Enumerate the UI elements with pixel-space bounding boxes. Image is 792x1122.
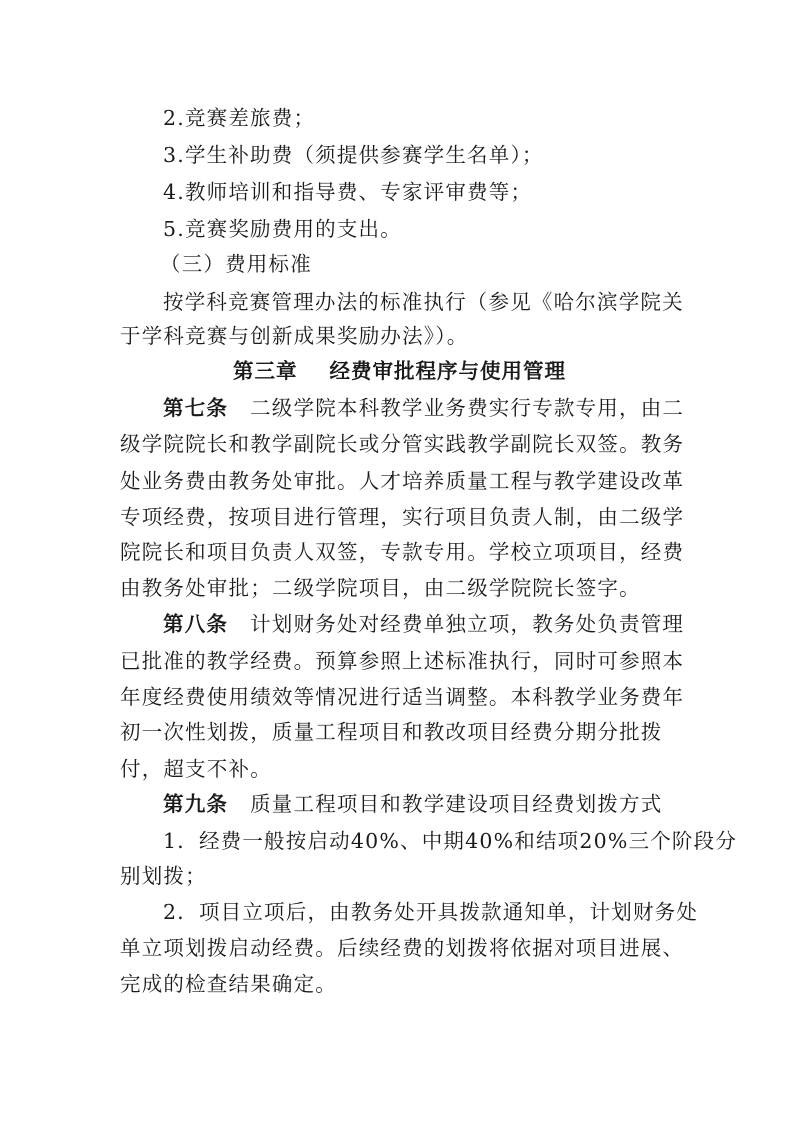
chapter-number: 第三章 (233, 359, 298, 383)
paragraph-line: 1．经费一般按启动40%、中期40%和结项20%三个阶段分 (163, 829, 738, 853)
chapter-title: 经费审批程序与使用管理 (329, 359, 566, 383)
section-heading-standards: （三）费用标准 (160, 252, 312, 276)
paragraph-line: 于学科竞赛与创新成果奖励办法》）。 (120, 324, 469, 348)
paragraph-line: 院院长和项目负责人双签，专款专用。学校立项项目，经费 (120, 540, 685, 564)
article-8-label: 第八条 (163, 612, 229, 636)
article-8-text: 计划财务处对经费单独立项，教务处负责管理 (250, 612, 685, 636)
paragraph-line: 由教务处审批；二级学院项目，由二级学院院长签字。 (120, 576, 641, 600)
article-9-title: 质量工程项目和教学建设项目经费划拨方式 (250, 792, 663, 816)
paragraph-line: 2．项目立项后，由教务处开具拨款通知单，计划财务处 (163, 900, 699, 924)
paragraph-line: 按学科竞赛管理办法的标准执行（参见《哈尔滨学院关 (163, 290, 684, 314)
paragraph-line: 已批准的教学经费。预算参照上述标准执行，同时可参照本 (120, 649, 685, 673)
paragraph-line: 年度经费使用绩效等情况进行适当调整。本科教学业务费年 (120, 685, 685, 709)
article-7-label: 第七条 (163, 396, 229, 420)
article-9-first-line (163, 792, 662, 816)
paragraph-line: 单立项划拨启动经费。后续经费的划拨将依据对项目进展、 (120, 936, 685, 960)
chapter-heading (233, 359, 566, 383)
article-7-first-line (163, 396, 684, 420)
paragraph-line: 级学院院长和教学副院长或分管实践教学副院长双签。教务 (120, 432, 685, 456)
paragraph-line: 处业务费由教务处审批。人才培养质量工程与教学建设改革 (120, 469, 685, 493)
article-7-text: 二级学院本科教学业务费实行专款专用，由二 (250, 396, 685, 420)
paragraph-line: 专项经费，按项目进行管理，实行项目负责人制，由二级学 (120, 505, 685, 529)
list-item-travel: 2.竞赛差旅费； (163, 106, 316, 130)
list-item-student-subsidy: 3.学生补助费（须提供参赛学生名单）； (163, 143, 544, 167)
article-8-first-line (163, 612, 684, 636)
list-item-teacher-training: 4.教师培训和指导费、专家评审费等； (163, 180, 533, 204)
article-9-label: 第九条 (163, 792, 229, 816)
paragraph-line: 付，超支不补。 (120, 757, 272, 781)
paragraph-line: 别划拨； (120, 864, 207, 888)
paragraph-line: 初一次性划拨，质量工程项目和教改项目经费分期分批拨 (120, 720, 663, 744)
list-item-rewards: 5.竞赛奖励费用的支出。 (163, 217, 402, 241)
paragraph-line: 完成的检查结果确定。 (120, 972, 337, 996)
